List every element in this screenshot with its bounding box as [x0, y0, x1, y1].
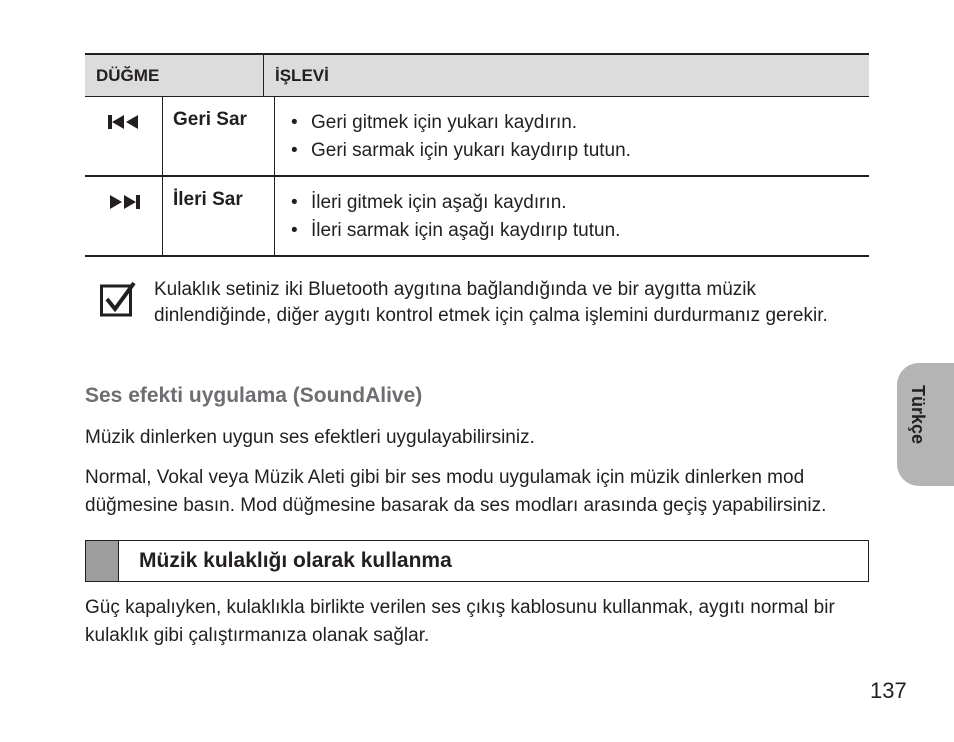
paragraph: Normal, Vokal veya Müzik Aleti gibi bir ses modu uygulamak için müzik dinlerken mod düğmesine basın. Mod düğmesine basarak da ses modları arasında geçiş yapabilirsiniz. — [85, 467, 827, 516]
list-item: • İleri sarmak için aşağı kaydırıp tutun. — [291, 217, 869, 245]
list-item: • Geri gitmek için yukarı kaydırın. — [291, 109, 869, 137]
previous-track-icon — [85, 97, 163, 175]
table-row — [85, 97, 869, 177]
row-description — [275, 177, 869, 255]
section-header — [85, 540, 869, 582]
row-name: İleri Sar — [163, 177, 275, 255]
row-name: Geri Sar — [163, 97, 275, 175]
paragraph: Güç kapalıyken, kulaklıkla birlikte verilen ses çıkış kablosunu kullanmak, aygıtı normal bir kulaklık gibi çalıştırmanıza olanak sağlar. — [85, 597, 835, 646]
note-text: Kulaklık setiniz iki Bluetooth aygıtına bağlandığında ve bir aygıtta müzik dinlendiğinde, diğer aygıtı kontrol etmek için çalma işlemini durdurmanız gerekir. — [154, 279, 828, 326]
note-box — [100, 277, 860, 329]
page-number: 137 — [870, 678, 907, 703]
language-tab — [897, 363, 954, 486]
paragraph: Müzik dinlerken uygun ses efektleri uygulayabilirsiniz. — [85, 427, 535, 448]
table-row — [85, 177, 869, 257]
section-title: Müzik kulaklığı olarak kullanma — [139, 549, 452, 572]
language-tab-label: Türkçe — [908, 385, 928, 445]
header-button: DÜĞME — [85, 55, 264, 96]
next-track-icon — [85, 177, 163, 255]
row-description — [275, 97, 869, 175]
subheading: Ses efekti uygulama (SoundAlive) — [85, 384, 423, 407]
header-function: İŞLEVİ — [275, 65, 329, 85]
button-function-table — [85, 53, 869, 257]
section-marker — [86, 541, 119, 581]
table-header — [85, 55, 869, 97]
list-item: • İleri gitmek için aşağı kaydırın. — [291, 189, 869, 217]
checkbox-note-icon — [100, 281, 136, 317]
list-item: • Geri sarmak için yukarı kaydırıp tutun. — [291, 137, 869, 165]
